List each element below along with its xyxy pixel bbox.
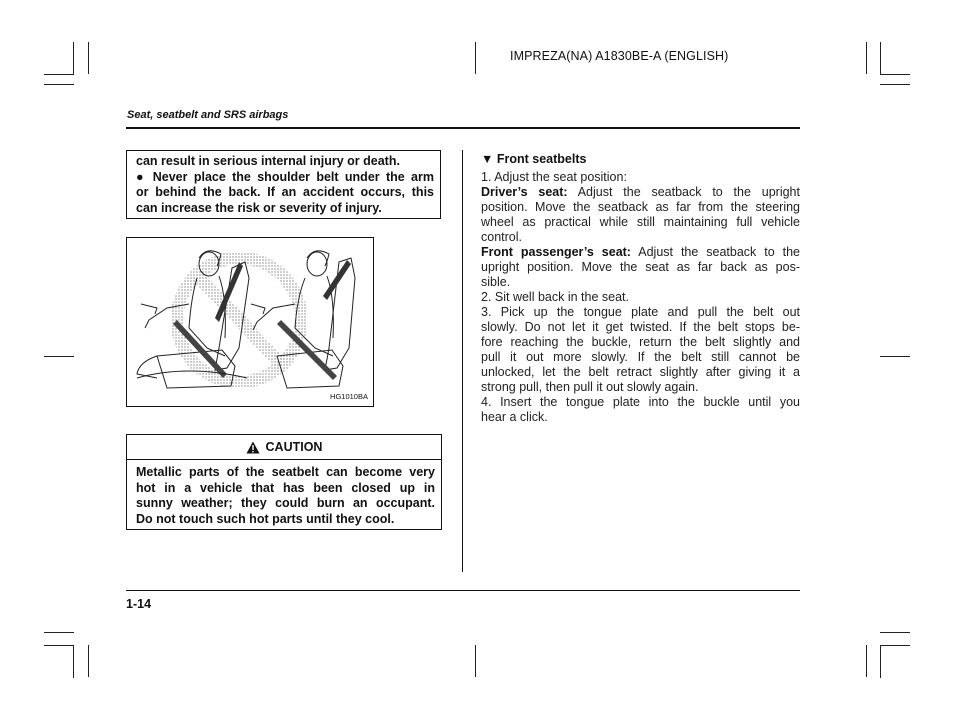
step-text-part: Adjust the seatback to the <box>638 245 801 259</box>
section-heading <box>481 152 800 167</box>
passenger-seat-label: Front passenger’s seat: <box>481 245 631 259</box>
crop-mark <box>88 645 89 677</box>
crop-mark <box>44 84 74 85</box>
step-text: unlocked, let the belt retract slightly after giving it a <box>481 365 800 379</box>
warning-line: can increase the risk or severity of injury. <box>136 200 382 215</box>
caution-box <box>126 434 442 530</box>
figure-code: HG1010BA <box>330 392 368 401</box>
crop-mark <box>44 645 74 646</box>
drivers-seat-label: Driver’s seat: <box>481 185 568 199</box>
caution-line: hot in a vehicle that has been closed up in <box>136 480 435 495</box>
footer-rule <box>126 590 800 591</box>
warning-triangle-icon <box>246 441 260 454</box>
warning-line: can result in serious internal injury or death. <box>136 154 400 168</box>
crop-mark <box>475 42 476 74</box>
step-text: sible. <box>481 275 511 289</box>
crop-mark <box>880 645 910 646</box>
crop-mark <box>880 632 910 633</box>
header-rule <box>126 127 800 129</box>
caution-text <box>127 460 441 527</box>
step-text: pull it out more slowly. If the belt still cannot be <box>481 350 800 364</box>
crop-mark <box>866 42 867 74</box>
seatbelt-prohibited-illustration <box>127 238 373 406</box>
caution-title: CAUTION <box>265 440 323 454</box>
warning-line: ● Never place the shoulder belt under the arm <box>136 169 434 184</box>
crop-mark <box>880 74 910 75</box>
caution-header <box>127 435 441 460</box>
crop-mark <box>44 74 74 75</box>
step-text <box>481 185 800 200</box>
seatbelt-illustration <box>126 237 374 407</box>
crop-mark <box>880 645 881 678</box>
step-text: position. Move the seatback as far from the steering <box>481 200 800 214</box>
step-text-part: Adjust the seatback to the upright <box>577 185 800 199</box>
caution-line: Metallic parts of the seatbelt can become very <box>136 465 435 479</box>
crop-mark <box>880 356 910 357</box>
crop-mark <box>866 645 867 677</box>
crop-mark <box>880 84 910 85</box>
crop-mark <box>44 356 74 357</box>
crop-mark <box>44 632 74 633</box>
column-divider <box>462 150 463 572</box>
crop-mark <box>73 645 74 678</box>
step-text <box>481 245 800 260</box>
document-code: IMPREZA(NA) A1830BE-A (ENGLISH) <box>510 49 729 63</box>
step-text: 3. Pick up the tongue plate and pull the belt out <box>481 305 800 319</box>
crop-mark <box>73 42 74 75</box>
page-number: 1-14 <box>126 597 152 611</box>
step-text: 4. Insert the tongue plate into the buckle until you <box>481 395 800 409</box>
step-text: strong pull, then pull it out slowly again. <box>481 380 699 394</box>
step-text: 2. Sit well back in the seat. <box>481 290 629 304</box>
down-triangle-icon: ▼ <box>481 152 494 166</box>
step-text: wheel as practical while still maintaining full vehicle <box>481 215 800 229</box>
step-text: control. <box>481 230 522 244</box>
step-text: upright position. Move the seat as far back as pos- <box>481 260 800 274</box>
front-seatbelts-section <box>481 152 800 425</box>
crop-mark <box>88 42 89 74</box>
step-text: fore reaching the buckle, return the belt slightly and <box>481 335 800 349</box>
caution-line: Do not touch such hot parts until they cool. <box>136 511 395 526</box>
section-heading-text: Front seatbelts <box>496 152 587 166</box>
warning-box <box>126 150 441 219</box>
crop-mark <box>475 645 476 677</box>
step-text: hear a click. <box>481 410 548 424</box>
crop-mark <box>880 42 881 75</box>
step-text: 1. Adjust the seat position: <box>481 170 627 184</box>
warning-line: or behind the back. If an accident occurs, this <box>136 185 434 199</box>
section-title: Seat, seatbelt and SRS airbags <box>127 109 289 121</box>
step-text: slowly. Do not let it get twisted. If the belt stops be- <box>481 320 800 334</box>
caution-line: sunny weather; they could burn an occupant. <box>136 496 435 510</box>
